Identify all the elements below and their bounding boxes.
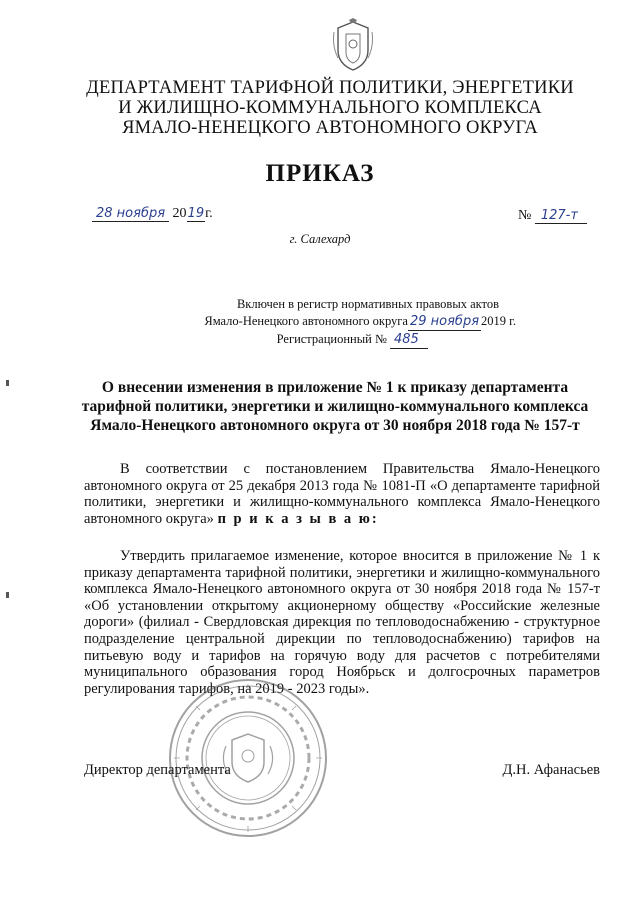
subject-line-3: Ямало-Ненецкого автономного округа от 30 ноября 2018 года № 157-т: [90, 417, 580, 434]
department-header: [60, 78, 600, 138]
department-line-3: ЯМАЛО-НЕНЕЦКОГО АВТОНОМНОГО ОКРУГА: [122, 118, 538, 138]
date-year-suffix: 19: [187, 206, 205, 221]
paragraph-basis-text: В соответствии с постановлением Правительства Ямало-Ненецкого автономного округа от 25 декабря 2013 года № 1081-П «О департаменте тарифной политики, энергетики и жилищно-коммунального комплекса Ямало-Ненецкого автономного округа»: [84, 461, 600, 527]
registry-line-2: [160, 313, 516, 331]
scan-mark: [6, 592, 9, 598]
paragraph-basis: [84, 461, 600, 527]
signatory-position: Директор департамента: [84, 762, 231, 778]
registry-note: [160, 296, 516, 349]
department-line-1: ДЕПАРТАМЕНТ ТАРИФНОЙ ПОЛИТИКИ, ЭНЕРГЕТИКИ: [86, 78, 574, 98]
subject-line-1: О внесении изменения в приложение № 1 к приказу департамента: [101, 379, 569, 396]
paragraph-decision-text: Утвердить прилагаемое изменение, которое вносится в приложение № 1 к приказу департамента тарифной политики, энергетики и жилищно-коммунального комплекса Ямало-Ненецкого автономного округа от 30 ноября 2018 года № 157-т «Об установлении открытому акционерному обществу «Российские железные дороги» (филиал - Свердловская дирекция по тепловодоснабжению - структурное подразделение центральной дирекции по тепловодоснабжению) тарифов на питьевую воду и тарифов на горячую воду для расчетов с потребителями муниципального образования город Ноябрьск и долгосрочных параметров регулирования тарифов, на 2019 - 2023 годы».: [84, 548, 600, 697]
city: г. Салехард: [289, 232, 351, 246]
order-keyword: п р и к а з ы в а ю:: [217, 510, 379, 527]
signatory-name: Д.Н. Афанасьев: [502, 762, 600, 778]
date-day-month: 28 ноября: [92, 206, 169, 222]
registry-line-3: [160, 331, 516, 349]
order-date: [92, 206, 213, 222]
signature-block: [84, 762, 600, 779]
official-seal-icon: [166, 676, 330, 840]
order-subject: [70, 378, 600, 435]
department-line-2: И ЖИЛИЩНО-КОММУНАЛЬНОГО КОМПЛЕКСА: [118, 98, 542, 118]
scan-mark: [6, 380, 9, 386]
registry-line-1: Включен в регистр нормативных правовых актов: [236, 297, 500, 311]
registry-line-2-prefix: Ямало-Ненецкого автономного округа: [204, 314, 408, 328]
subject-line-2: тарифной политики, энергетики и жилищно-коммунального комплекса: [81, 398, 589, 415]
number-value: 127-т: [535, 208, 587, 224]
coat-of-arms-icon: [330, 18, 376, 74]
number-label: №: [518, 208, 532, 223]
registry-number-label: Регистрационный №: [276, 332, 387, 346]
registry-year: 2019 г.: [481, 314, 516, 328]
date-year-end: г.: [205, 206, 213, 221]
document-title: ПРИКАЗ: [265, 160, 375, 187]
registry-date: 29 ноября: [409, 314, 480, 329]
paragraph-decision: [84, 548, 600, 697]
date-year-prefix: 20: [172, 206, 187, 221]
registry-number: 485: [390, 331, 428, 349]
order-number: [518, 208, 587, 224]
